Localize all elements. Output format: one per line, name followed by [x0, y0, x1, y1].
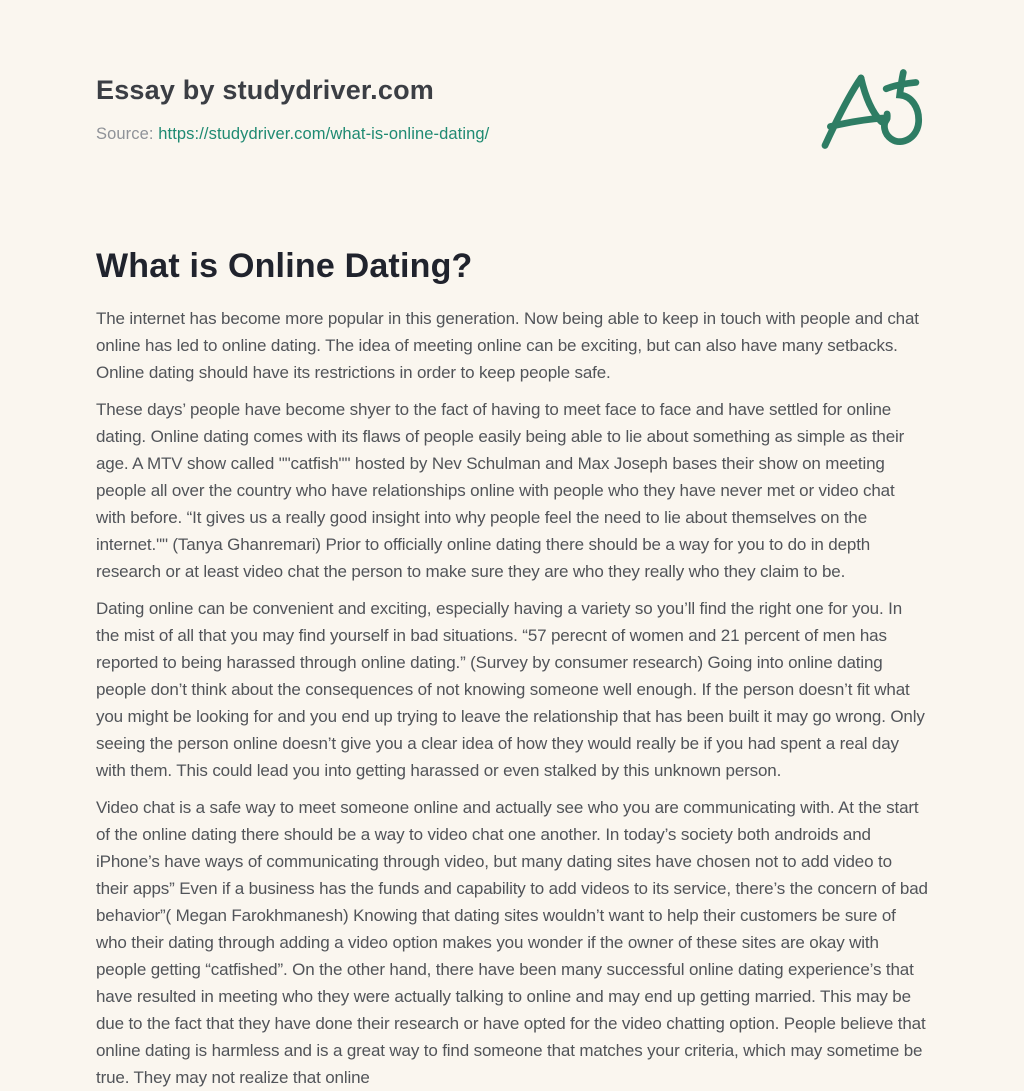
article-paragraph-2: These days’ people have become shyer to the fact of having to meet face to face and have settled for online dating. Online dating comes with its flaws of people easily being able to lie about something as simple as their age. A MTV show called ""catfish"" hosted by Nev Schulman and Max Joseph bases their show on meeting people all over the country who have relationships online with people who they have never met or video chat with before. “It gives us a really good insight into why people feel the need to lie about themselves on the internet."" (Tanya Ghanremari) Prior to officially online dating there should be a way for you to do in depth research or at least video chat the person to make sure they are who they really who they claim to be. [96, 400, 905, 581]
source-link[interactable]: https://studydriver.com/what-is-online-dating/ [158, 125, 490, 143]
doc-header [96, 74, 928, 144]
article-paragraph-3: Dating online can be convenient and exciting, especially having a variety so you’ll find the right one for you. In the mist of all that you may find yourself in bad situations. “57 perecnt of women and 21 percent of men has reported to being harassed through online dating.” (Survey by consumer research) Going into online dating people don’t think about the consequences of not knowing someone well enough. If the person doesn’t fit what you might be looking for and you end up trying to leave the relationship that has been built it may go wrong. Only seeing the person online doesn’t give you a clear idea of how they would really be if you had spent a real day with them. This could lead you into getting harassed or even stalked by this unknown person. [96, 599, 925, 780]
article-paragraph-4: Video chat is a safe way to meet someone online and actually see who you are communicating with. At the start of the online dating there should be a way to video chat one another. In today’s society both androids and iPhone’s have ways of communicating through video, but many dating sites have chosen not to add video to their apps” Even if a business has the funds and capability to add videos to its service, there’s the concern of bad behavior”( Megan Farokhmanesh) Knowing that dating sites wouldn’t want to help their customers be sure of who their dating through adding a video option makes you wonder if the owner of these sites are okay with people getting “catfished”. On the other hand, there have been many successful online dating experience’s that have resulted in meeting who they were actually talking to online and may end up getting married. This may be due to the fact that they have done their research or have opted for the video chatting option. People believe that online dating is harmless and is a great way to find someone that matches your criteria, which may sometime be true. They may not realize that online [96, 798, 928, 1087]
a-plus-logo-icon [816, 66, 942, 161]
article-title: What is Online Dating? [96, 247, 473, 285]
article [96, 246, 928, 1091]
source-line [96, 125, 928, 144]
doc-header-title: Essay by studydriver.com [96, 75, 434, 105]
source-label: Source: [96, 125, 154, 143]
article-paragraph-1: The internet has become more popular in this generation. Now being able to keep in touch with people and chat online has led to online dating. The idea of meeting online can be exciting, but can also have many setbacks. Online dating should have its restrictions in order to keep people safe. [96, 309, 919, 382]
